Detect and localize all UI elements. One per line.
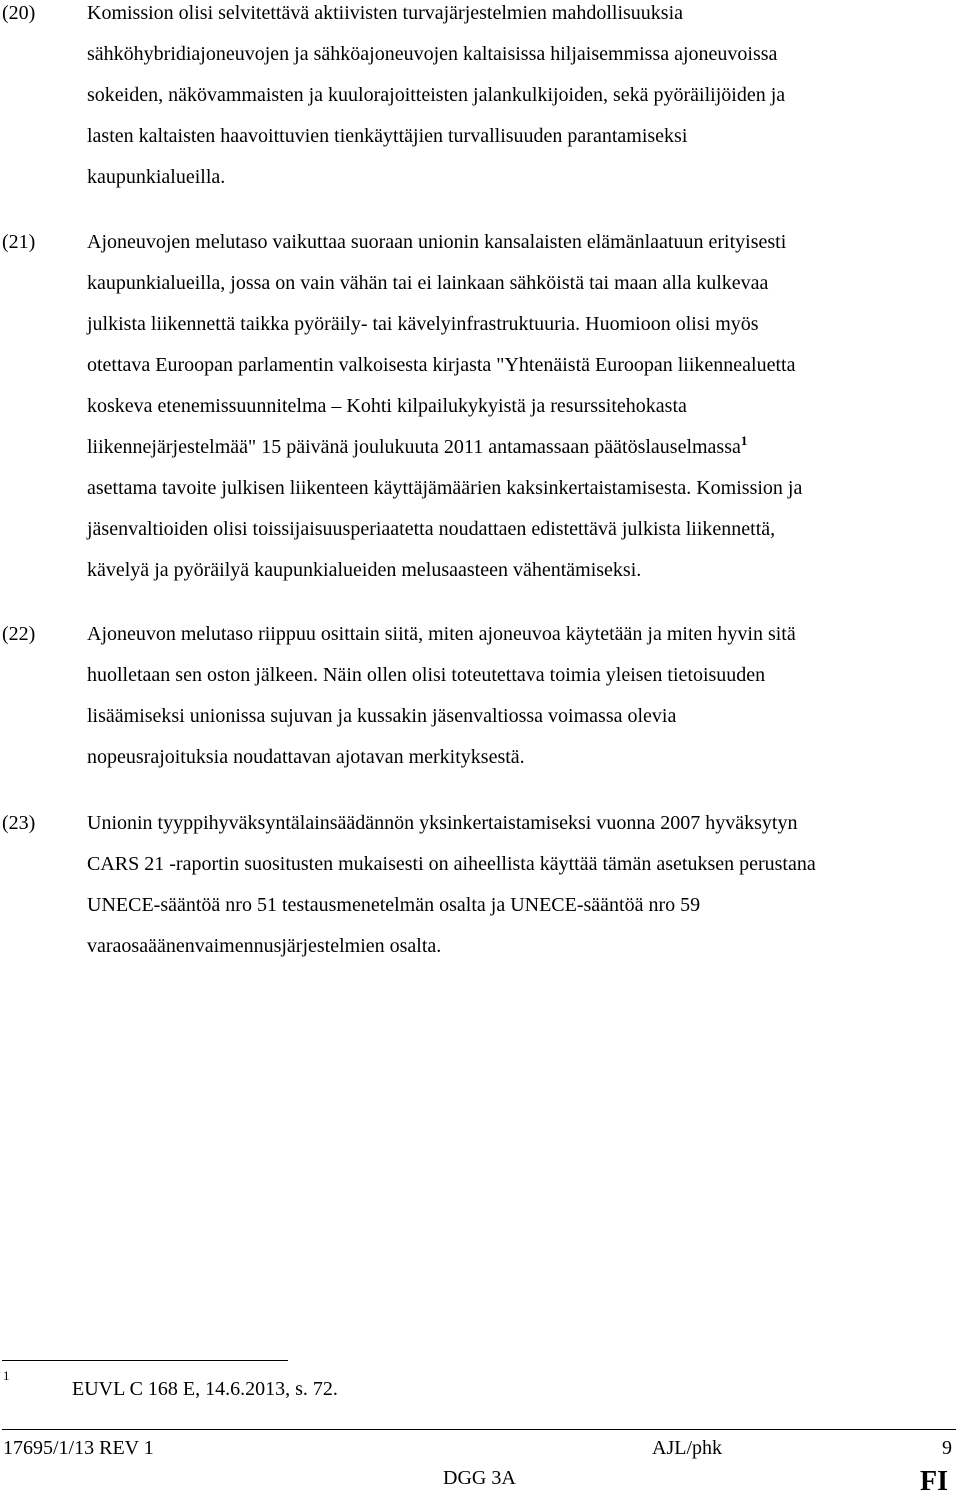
text-line: sähköhybridiajoneuvojen ja sähköajoneuvojen kaltaisissa hiljaisemmissa ajoneuvoissa: [87, 43, 778, 65]
footer-separator: [2, 1429, 956, 1430]
text-line: koskeva etenemissuunnitelma – Kohti kilpailukykyistä ja resurssitehokasta: [87, 395, 687, 417]
paragraph-number: (20): [2, 2, 36, 24]
text-line: nopeusrajoituksia noudattavan ajotavan merkityksestä.: [87, 746, 525, 768]
department-code: DGG 3A: [443, 1467, 516, 1489]
text-line: kaupunkialueilla.: [87, 166, 226, 188]
text-line: sokeiden, näkövammaisten ja kuulorajoitteisten jalankulkijoiden, sekä pyöräilijöiden ja: [87, 84, 786, 106]
language-code: FI: [920, 1466, 948, 1497]
text-line-with-footnote: [87, 427, 950, 468]
footnote-text: EUVL C 168 E, 14.6.2013, s. 72.: [72, 1378, 338, 1400]
text-line: Ajoneuvojen melutaso vaikuttaa suoraan unionin kansalaisten elämänlaatuun erityisesti: [87, 231, 787, 253]
text-line: huolletaan sen oston jälkeen. Näin ollen olisi toteutettava toimia yleisen tietoisuuden: [87, 664, 766, 686]
text-line: kävelyä ja pyöräilyä kaupunkialueiden melusaasteen vähentämiseksi.: [87, 559, 642, 581]
author-initials: AJL/phk: [652, 1437, 722, 1459]
footnote-number: 1: [3, 1368, 10, 1383]
text-line: lasten kaltaisten haavoittuvien tienkäyttäjien turvallisuuden parantamiseksi: [87, 125, 688, 147]
text-line: CARS 21 -raportin suositusten mukaisesti on aiheellista käyttää tämän asetuksen perustana: [87, 853, 816, 875]
text-line: Komission olisi selvitettävä aktiivisten turvajärjestelmien mahdollisuuksia: [87, 2, 684, 24]
text-line: otettava Euroopan parlamentin valkoisesta kirjasta "Yhtenäistä Euroopan liikennealuetta: [87, 354, 796, 376]
paragraph-number: (23): [2, 812, 36, 834]
text-line: Ajoneuvon melutaso riippuu osittain siitä, miten ajoneuvoa käytetään ja miten hyvin sitä: [87, 623, 796, 645]
text-line: kaupunkialueilla, jossa on vain vähän tai ei lainkaan sähköistä tai maan alla kulkevaa: [87, 272, 769, 294]
text-line: UNECE-sääntöä nro 51 testausmenetelmän osalta ja UNECE-sääntöä nro 59: [87, 894, 701, 916]
page-number: 9: [942, 1437, 952, 1459]
text-line: liikennejärjestelmää" 15 päivänä joulukuuta 2011 antamassaan päätöslauselmassa: [87, 436, 741, 458]
paragraph-text: [87, 222, 950, 591]
paragraph-number: (21): [2, 231, 36, 253]
footnote-reference[interactable]: 1: [740, 433, 748, 448]
paragraph-text: [87, 803, 950, 967]
document-reference: 17695/1/13 REV 1: [3, 1437, 154, 1459]
text-line: varaosaäänenvaimennusjärjestelmien osalta.: [87, 935, 442, 957]
paragraph-number: (22): [2, 623, 36, 645]
footnote-separator: [2, 1360, 288, 1361]
paragraph-text: [87, 614, 950, 778]
text-line: jäsenvaltioiden olisi toissijaisuusperiaatetta noudattaen edistettävä julkista liikennettä,: [87, 518, 776, 540]
text-line: julkista liikennettä taikka pyöräily- tai kävelyinfrastruktuuria. Huomioon olisi myös: [87, 313, 759, 335]
text-line: asettama tavoite julkisen liikenteen käyttäjämäärien kaksinkertaistamisesta. Komission ja: [87, 477, 803, 499]
paragraph-text: [87, 0, 950, 198]
text-line: lisäämiseksi unionissa sujuvan ja kussakin jäsenvaltiossa voimassa olevia: [87, 705, 677, 727]
text-line: Unionin tyyppihyväksyntälainsäädännön yksinkertaistamiseksi vuonna 2007 hyväksytyn: [87, 812, 798, 834]
